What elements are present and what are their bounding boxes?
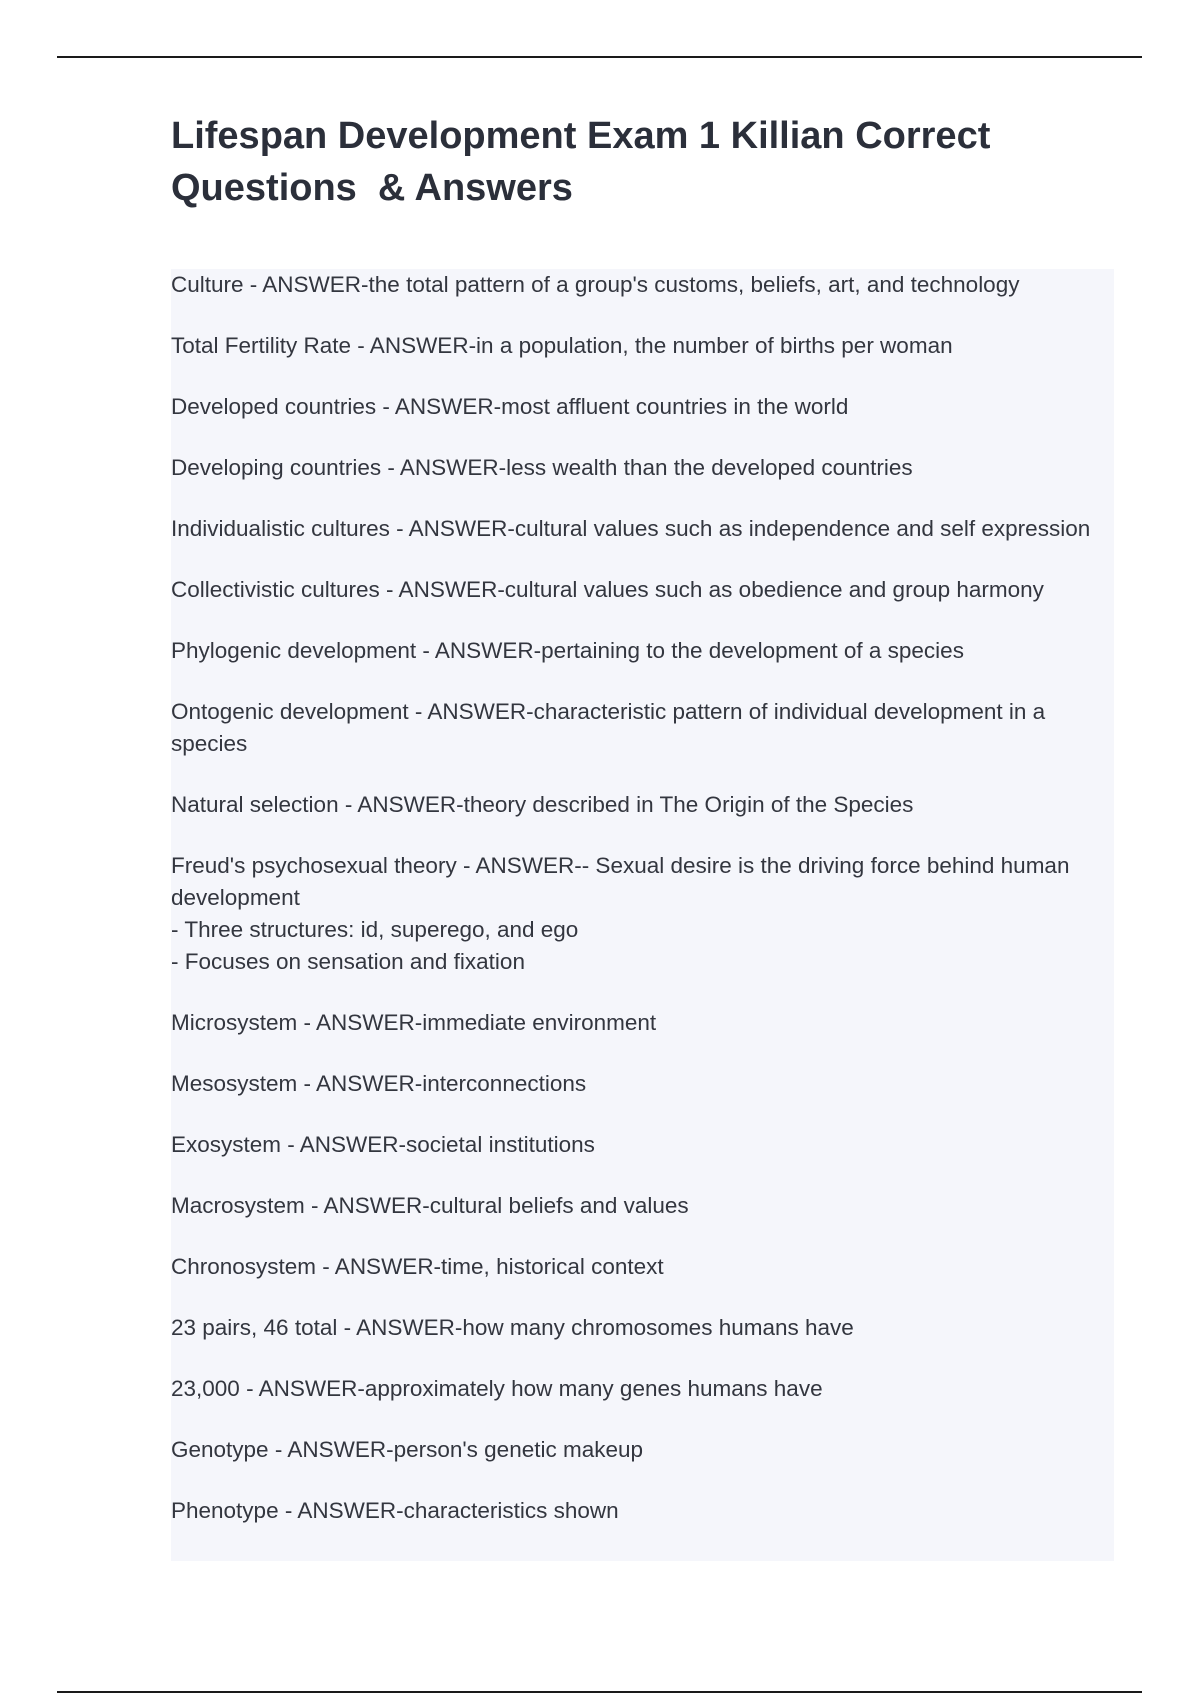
qa-item: Chronosystem - ANSWER-time, historical context	[171, 1254, 664, 1279]
page-title: Lifespan Development Exam 1 Killian Correct Questions & Answers	[171, 115, 1001, 209]
qa-item: Culture - ANSWER-the total pattern of a group's customs, beliefs, art, and technology	[171, 272, 1020, 297]
qa-item: 23,000 - ANSWER-approximately how many genes humans have	[171, 1376, 823, 1401]
qa-item: Genotype - ANSWER-person's genetic makeup	[171, 1437, 644, 1462]
qa-item: Freud's psychosexual theory - ANSWER-- Sexual desire is the driving force behind human development - Three structures: id, superego, and ego - Focuses on sensation and fixation	[171, 853, 1070, 974]
qa-item: Microsystem - ANSWER-immediate environment	[171, 1010, 657, 1035]
qa-item: Ontogenic development - ANSWER-characteristic pattern of individual development in a species	[171, 699, 1046, 756]
qa-list	[171, 269, 1116, 1556]
top-divider	[57, 56, 1142, 58]
qa-item: Natural selection - ANSWER-theory described in The Origin of the Species	[171, 792, 914, 817]
qa-item: Total Fertility Rate - ANSWER-in a population, the number of births per woman	[171, 333, 953, 358]
qa-item: Collectivistic cultures - ANSWER-cultural values such as obedience and group harmony	[171, 577, 1044, 602]
qa-item: Macrosystem - ANSWER-cultural beliefs and values	[171, 1193, 689, 1218]
bottom-divider	[57, 1691, 1142, 1693]
qa-item: Developing countries - ANSWER-less wealth than the developed countries	[171, 455, 913, 480]
qa-item: Mesosystem - ANSWER-interconnections	[171, 1071, 587, 1096]
qa-item: Phenotype - ANSWER-characteristics shown	[171, 1498, 619, 1523]
qa-item: Exosystem - ANSWER-societal institutions	[171, 1132, 595, 1157]
qa-item: Phylogenic development - ANSWER-pertaining to the development of a species	[171, 638, 964, 663]
qa-item: Individualistic cultures - ANSWER-cultural values such as independence and self expression	[171, 516, 1091, 541]
qa-item: Developed countries - ANSWER-most affluent countries in the world	[171, 394, 849, 419]
qa-item: 23 pairs, 46 total - ANSWER-how many chromosomes humans have	[171, 1315, 854, 1340]
